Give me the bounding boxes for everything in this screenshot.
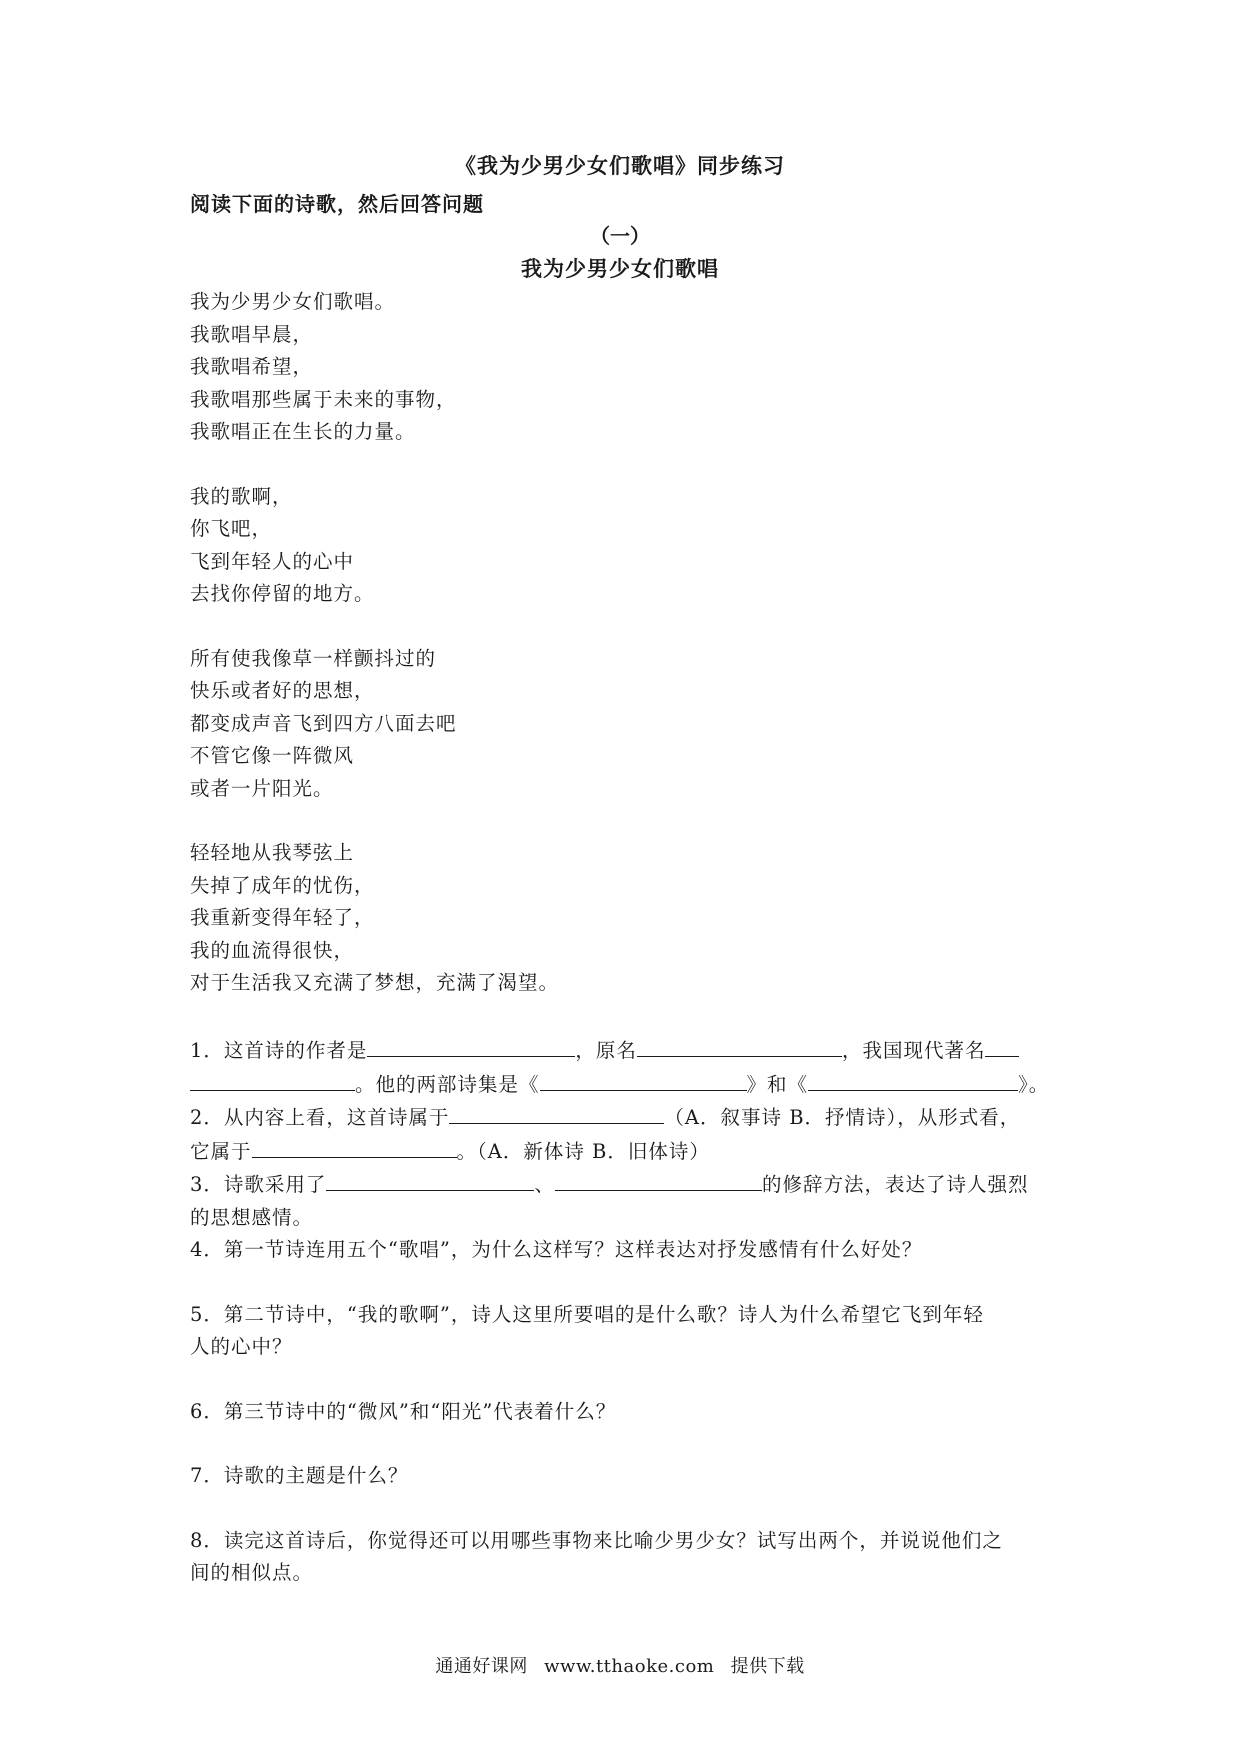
question-8-cont: 间的相似点。 [190, 1561, 314, 1584]
stanza-2 [190, 481, 1050, 611]
poem-line: 对于生活我又充满了梦想，充满了渴望。 [190, 971, 560, 994]
rhetoric-1-blank[interactable] [326, 1168, 534, 1191]
stanza-4 [190, 837, 1050, 1000]
footer-url[interactable]: www.tthaoke.com [544, 1656, 715, 1677]
question-6: 6．第三节诗中的“微风”和“阳光”代表着什么？ [190, 1399, 617, 1423]
poem-line: 我歌唱正在生长的力量。 [190, 420, 416, 443]
question-2 [190, 1101, 1060, 1135]
q3-text: 的思想感情。 [190, 1205, 314, 1229]
stanza-1 [190, 286, 1050, 449]
q1-text: 》。 [1018, 1072, 1050, 1096]
poem-line: 我的歌啊， [190, 484, 293, 508]
poem-title: 我为少男少女们歌唱 [521, 256, 719, 281]
poem-line: 飞到年轻人的心中 [190, 549, 355, 573]
content-type-blank[interactable] [449, 1101, 664, 1124]
q2-text: （A．叙事诗 B．抒情诗），从形式看， [664, 1106, 1021, 1129]
q3-text: 、 [534, 1173, 555, 1196]
original-name-blank[interactable] [637, 1034, 842, 1057]
q1-text: ，原名 [575, 1039, 637, 1062]
poem-line: 我歌唱希望， [190, 355, 314, 378]
q1-text: ，我国现代著名 [841, 1039, 986, 1062]
author-blank[interactable] [367, 1034, 575, 1057]
poem-line: 我为少男少女们歌唱。 [190, 290, 396, 313]
poem-line: 你飞吧， [190, 517, 273, 540]
section-label: （一） [590, 224, 650, 248]
instruction: 阅读下面的诗歌，然后回答问题 [190, 192, 484, 216]
q1-text: 。他的两部诗集是《 [355, 1072, 540, 1096]
question-3-cont [190, 1202, 1060, 1235]
question-5: 5．第二节诗中，“我的歌啊”，诗人这里所要唱的是什么歌？诗人为什么希望它飞到年轻 [190, 1302, 984, 1326]
document-title: 《我为少男少女们歌唱》同步练习 [455, 153, 785, 178]
poem-body [190, 286, 1050, 1032]
poem-line: 不管它像一阵微风 [190, 744, 355, 767]
footer-site: 通通好课网 [435, 1656, 528, 1677]
poem-line: 失掉了成年的忧伤， [190, 873, 375, 897]
poem-line: 我歌唱早晨， [190, 322, 314, 346]
question-7: 7．诗歌的主题是什么？ [190, 1464, 409, 1487]
question-1 [190, 1034, 1060, 1068]
q1-text: 》和《 [746, 1072, 809, 1096]
profession-blank[interactable] [985, 1034, 1019, 1057]
question-5-cont: 人的心中？ [190, 1335, 293, 1358]
footer-note: 提供下载 [730, 1656, 805, 1677]
rhetoric-2-blank[interactable] [555, 1168, 762, 1191]
poem-line: 轻轻地从我琴弦上 [190, 841, 355, 864]
question-8: 8．读完这首诗后，你觉得还可以用哪些事物来比喻少男少女？试写出两个，并说说他们之 [190, 1528, 1003, 1552]
q2-text: 它属于 [190, 1139, 252, 1163]
question-3 [190, 1168, 1060, 1202]
stanza-3 [190, 643, 1050, 806]
q1-text: 1．这首诗的作者是 [190, 1039, 368, 1062]
question-1-cont [190, 1068, 1060, 1102]
collection-2-blank[interactable] [808, 1068, 1018, 1091]
q3-text: 的修辞方法，表达了诗人强烈 [761, 1173, 1029, 1196]
poem-line: 或者一片阳光。 [190, 776, 334, 800]
poem-line: 我重新变得年轻了， [190, 906, 375, 929]
collection-1-blank[interactable] [540, 1068, 747, 1091]
form-type-blank[interactable] [252, 1135, 457, 1158]
questions [190, 1034, 1060, 1590]
poem-line: 所有使我像草一样颤抖过的 [190, 646, 437, 670]
footer [0, 1652, 1240, 1678]
question-4: 4．第一节诗连用五个“歌唱”，为什么这样写？这样表达对抒发感情有什么好处？ [190, 1238, 923, 1261]
poem-line: 都变成声音飞到四方八面去吧 [190, 711, 457, 735]
poem-line: 我的血流得很快， [190, 938, 355, 962]
poem-line: 快乐或者好的思想， [190, 679, 375, 702]
poem-line: 我歌唱那些属于未来的事物， [190, 387, 457, 411]
profession-blank-cont[interactable] [190, 1068, 355, 1091]
q3-text: 3．诗歌采用了 [190, 1173, 327, 1196]
poem-line: 去找你停留的地方。 [190, 582, 375, 605]
q2-text: 。（A．新体诗 B．旧体诗） [456, 1139, 710, 1163]
q2-text: 2．从内容上看，这首诗属于 [190, 1106, 450, 1129]
question-2-cont [190, 1135, 1060, 1169]
